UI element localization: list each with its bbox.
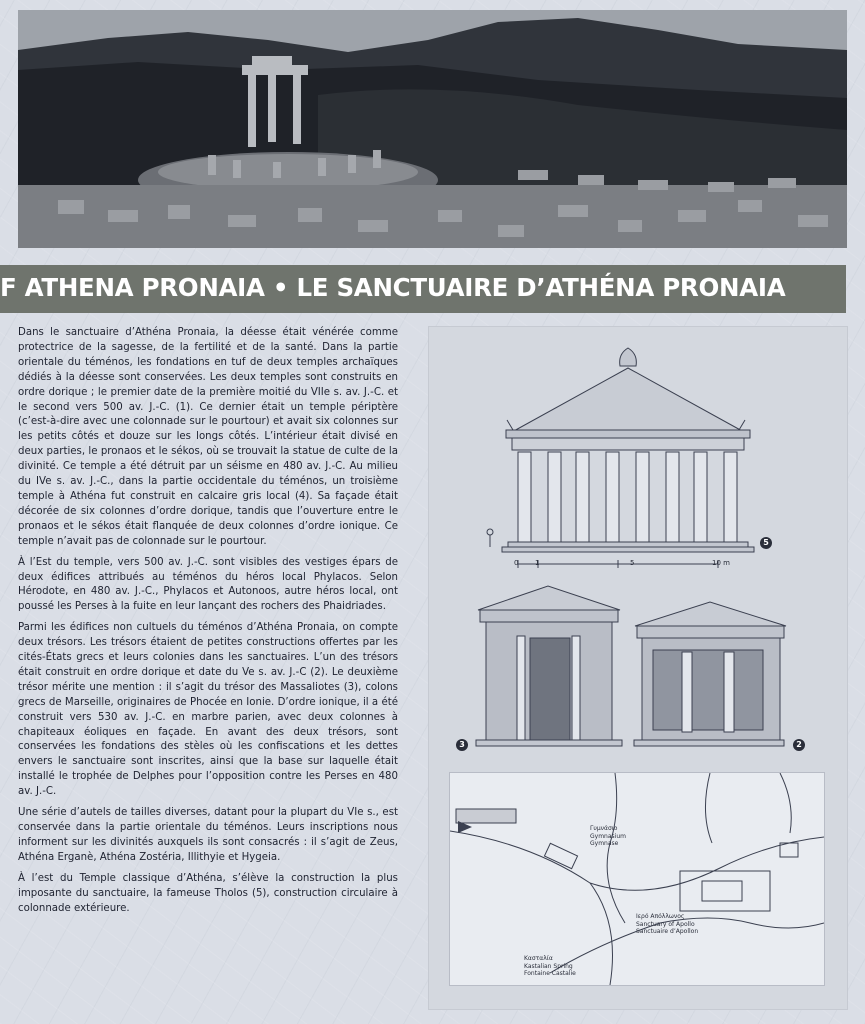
treasury-right-number-badge: 2 bbox=[793, 739, 805, 751]
paragraph-1: Dans le sanctuaire d’Athéna Pronaia, la déesse était vénérée comme protectrice de la sagesse, de la fertilité et de la santé. Dans la partie orientale du téménos, les fondations en tuf de deux temples archaïques dédiés à la déesse sont conservées. Les deux temples sont construits en ordre dorique ; le premier date de la première moitié du VIIe s. av. J.-C. et le second vers 500 av. J.-C. (1). Ce dernier était un temple périptère (c’est-à-dire avec une colonnade sur le pourtour) et avait six colonnes sur les petits côtés et douze sur les longs côtés. L’intérieur était divisé en deux parties, le pronaos et le sékos, où se trouvait la statue de culte de la divinité. Ce temple a été détruit par un séisme en 480 av. J.-C. Au milieu du IVe s. av. J.-C., dans la partie occidentale du téménos, un troisième temple à Athéna fut construit en calcaire gris local (4). Sa façade était décorée de six colonnes d’ordre dorique, tandis que l’ouverture entre le pronaos et le sékos était flanquée de deux colonnes d’ordre ionique. Ce temple n’avait pas de colonnade sur le pourtour. bbox=[18, 327, 398, 547]
map-label-gymnasium: Γυμνάσιο Gymnasium Gymnase bbox=[590, 825, 626, 847]
treasuries-drawing bbox=[470, 580, 800, 755]
scale-ten: 10 m bbox=[712, 559, 730, 567]
paragraph-5: À l’est du Temple classique d’Athéna, s’élève la construction la plus imposante du sanctuaire, la fameuse Tholos (5), construction circulaire à colonnade extérieure. bbox=[18, 872, 398, 914]
tholos-number-badge: 5 bbox=[760, 537, 772, 549]
map-lines bbox=[450, 773, 824, 985]
scale-five: 5 bbox=[630, 559, 635, 567]
tholos-drawing bbox=[478, 342, 778, 572]
paragraph-4: Une série d’autels de tailles diverses, datant pour la plupart du VIe s., est conservée dans la partie orientale du téménos. Leurs inscriptions nous informent sur les divinités auxquels ils sont consacrés : il s’agit de Zeus, Athéna Erganè, Athéna Zostéria, Illithyie et Hygeia. bbox=[18, 807, 398, 863]
scale-one: 1 bbox=[535, 559, 540, 567]
map-label-spring: Κασταλία Kastalian Spring Fontaine Castalie bbox=[524, 955, 576, 977]
treasury-left-number-badge: 3 bbox=[456, 739, 468, 751]
title-banner bbox=[0, 265, 846, 313]
paragraph-2: À l’Est du temple, vers 500 av. J.-C. sont visibles des vestiges épars de deux édifices attribués au téménos du héros local Phylacos. Selon Hérodote, en 480 av. J.-C., Phylacos et Autonoos, autre héros local, ont poussé les Perses à la fuite en leur lançant des rochers des Phaidriades. bbox=[18, 556, 398, 613]
banner-title: F ATHENA PRONAIA • LE SANCTUAIRE D’ATHÉNA PRONAIA bbox=[0, 273, 786, 302]
tholos-photograph bbox=[18, 10, 847, 248]
paragraph-3: Parmi les édifices non cultuels du téménos d’Athéna Pronaia, on compte deux trésors. Les trésors étaient de petites constructions offertes par les cités-États grecs et leurs colonies dans les sanctuaires. L’un des trésors était construit en ordre dorique et date du Ve s. av. J.-C (2). Le deuxième trésor mérite une mention : il s’agit du trésor des Massaliotes (3), colons grecs de Marseille, originaires de Phocée en Ionie. D’ordre ionique, il a été construit vers 530 av. J.-C. en marbre parien, avec deux colonnes à chapiteaux éoliques en façade. En avant des deux trésors, sont conservées les fondations des stèles où les confiscations et les dettes envers le sanctuaire sont inscrites, ainsi que la base sur laquelle était installé le trophée de Delphes pour l’opposition contre les Perses en 480 av. J.-C. bbox=[18, 622, 398, 798]
site-map bbox=[449, 772, 825, 986]
scale-zero: 0 bbox=[514, 559, 519, 567]
photo-illustration bbox=[18, 10, 847, 248]
map-label-sanctuary: Ιερό Απόλλωνος Sanctuary of Apollo Sanctuaire d’Apollon bbox=[636, 913, 699, 935]
description-text bbox=[18, 326, 398, 922]
